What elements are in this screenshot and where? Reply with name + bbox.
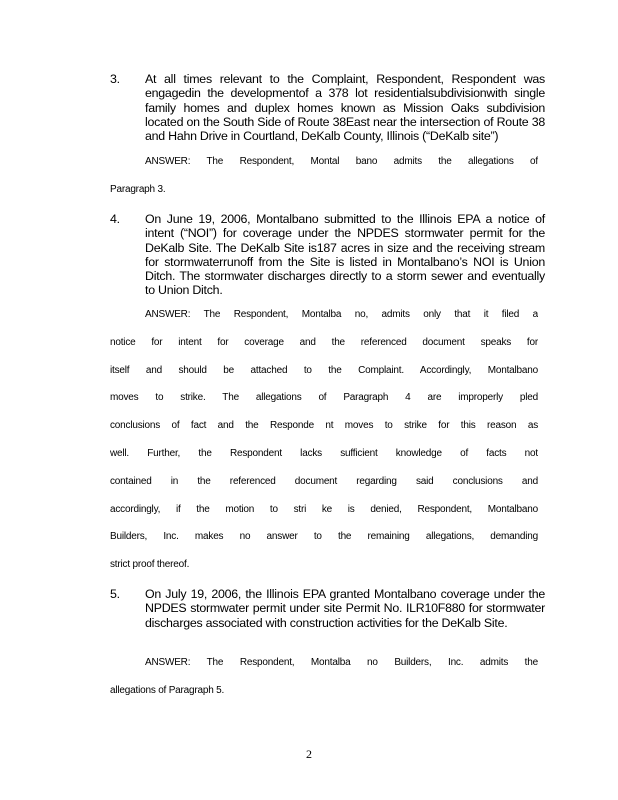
page-number: 2 <box>306 747 312 761</box>
paragraph-text: On July 19, 2006, the Illinois EPA granted Montalbano coverage under the NPDES stormwater permit under site Permit No. ILR10F880 for stormwater discharges associated with construction activities for the DeKalb Site. <box>145 587 545 630</box>
answer-line: accordingly, if the motion to stri ke is denied, Respondent, Montalbano <box>110 503 538 515</box>
paragraph-text: On June 19, 2006, Montalbano submitted to the Illinois EPA a notice of intent (“NOI”) for coverage under the NPDES stormwater permit for the DeKalb Site. The DeKalb Site is187 acres in size and the receiving stream for stormwaterrunoff from the Site is listed in Montalbano’s NOI is Union Ditch. The stormwater discharges directly to a storm sewer and eventually to Union Ditch. <box>145 212 545 298</box>
answer-3 <box>110 156 538 212</box>
answer-line: conclusions of fact and the Responde nt moves to strike for this reason as <box>110 420 538 432</box>
paragraph-number: 3. <box>110 72 120 86</box>
answer-line: well. Further, the Respondent lacks sufficient knowledge of facts not <box>110 447 538 459</box>
paragraph-4 <box>110 212 545 298</box>
paragraph-number: 4. <box>110 212 120 226</box>
answer-line: moves to strike. The allegations of Paragraph 4 are improperly pled <box>110 392 538 404</box>
answer-line: strict proof thereof. <box>110 559 190 571</box>
answer-line: Paragraph 3. <box>110 183 166 195</box>
answer-line: ANSWER: The Respondent, Montalba no Builders, Inc. admits the <box>145 657 538 668</box>
paragraph-5 <box>110 587 545 630</box>
answer-line: contained in the referenced document regarding said conclusions and <box>110 475 538 487</box>
answer-line: ANSWER: The Respondent, Montal bano admits the allegations of <box>145 156 538 167</box>
answer-line: allegations of Paragraph 5. <box>110 684 225 696</box>
answer-line: itself and should be attached to the Complaint. Accordingly, Montalbano <box>110 364 538 376</box>
answer-line: notice for intent for coverage and the referenced document speaks for <box>110 336 538 348</box>
paragraph-number: 5. <box>110 587 120 601</box>
answer-5 <box>110 657 538 713</box>
paragraph-text: At all times relevant to the Complaint, Respondent, Respondent was engagedin the developmentof a 378 lot residentialsubdivisionwith single family homes and duplex homes known as Mission Oaks subdivision located on the South Side of Route 38East near the intersection of Route 38 and Hahn Drive in Courtland, DeKalb County, Illinois (“DeKalb site”) <box>145 72 545 144</box>
answer-line: Builders, Inc. makes no answer to the remaining allegations, demanding <box>110 531 538 543</box>
answer-4 <box>110 309 538 587</box>
answer-line: ANSWER: The Respondent, Montalba no, admits only that it filed a <box>145 309 538 320</box>
paragraph-3 <box>110 72 545 143</box>
